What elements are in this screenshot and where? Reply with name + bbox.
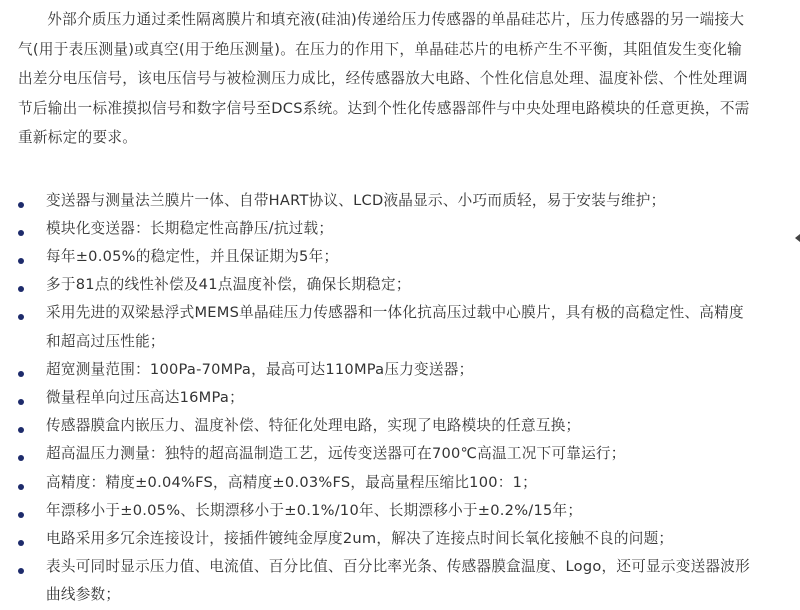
list-item <box>18 215 753 243</box>
list-item <box>18 440 753 468</box>
list-item <box>18 356 753 384</box>
list-item-text: 超高温压力测量：独特的超高温制造工艺，远传变送器可在700℃高温工况下可靠运行； <box>46 445 626 463</box>
bullet-dot-icon <box>18 455 24 461</box>
list-item <box>18 187 753 215</box>
feature-list <box>18 187 753 610</box>
intro-paragraph: 外部介质压力通过柔性隔离膜片和填充液(硅油)传递给压力传感器的单晶硅芯片，压力传感器的另一端接大气(用于表压测量)或真空(用于绝压测量)。在压力的作用下，单晶硅芯片的电桥产生不平衡，其阻值发生变化输出差分电压信号，该电压信号与被检测压力成比，经传感器放大电路、个性化信息处理、温度补偿、个性处理调节后输出一标准摸拟信号和数字信号至DCS系统。达到个性化传感器部件与中央处理电路模块的任意更换，不需重新标定的要求。 <box>18 11 750 146</box>
bullet-dot-icon <box>18 427 24 433</box>
bullet-dot-icon <box>18 371 24 377</box>
list-item-text: 电路采用多冗余连接设计，接插件镀纯金厚度2um，解决了连接点时间长氧化接触不良的问题； <box>46 529 674 547</box>
list-item <box>18 553 753 609</box>
list-item-text: 微量程单向过压高达16MPa； <box>46 388 244 406</box>
list-item <box>18 497 753 525</box>
list-item <box>18 525 753 553</box>
list-item <box>18 412 753 440</box>
bullet-dot-icon <box>18 202 24 208</box>
bullet-dot-icon <box>18 512 24 518</box>
caret-left-icon[interactable] <box>795 234 800 242</box>
list-item-text: 传感器膜盒内嵌压力、温度补偿、特征化处理电路，实现了电路模块的任意互换； <box>46 417 581 435</box>
list-item-text: 采用先进的双梁悬浮式MEMS单晶硅压力传感器和一体化抗高压过载中心膜片，具有极的高稳定性、高精度和超高过压性能； <box>46 304 744 350</box>
list-item <box>18 299 753 355</box>
list-item <box>18 271 753 299</box>
list-item-text: 变送器与测量法兰膜片一体、自带HART协议、LCD液晶显示、小巧而质轻，易于安装与维护； <box>46 191 666 209</box>
bullet-dot-icon <box>18 286 24 292</box>
bullet-dot-icon <box>18 484 24 490</box>
list-item-text: 高精度：精度±0.04%FS，高精度±0.03%FS，最高量程压缩比100：1； <box>46 473 537 491</box>
list-item <box>18 384 753 412</box>
bullet-dot-icon <box>18 568 24 574</box>
list-item-text: 多于81点的线性补偿及41点温度补偿，确保长期稳定； <box>46 276 411 294</box>
bullet-dot-icon <box>18 230 24 236</box>
bullet-dot-icon <box>18 258 24 264</box>
list-item <box>18 469 753 497</box>
list-item-text: 超宽测量范围：100Pa-70MPa，最高可达110MPa压力变送器； <box>46 360 474 378</box>
list-item-text: 每年±0.05%的稳定性，并且保证期为5年； <box>46 247 339 265</box>
list-item-text: 表头可同时显示压力值、电流值、百分比值、百分比率光条、传感器膜盒温度、Logo，还可显示变送器波形曲线参数； <box>46 558 750 604</box>
bullet-dot-icon <box>18 540 24 546</box>
bullet-dot-icon <box>18 314 24 320</box>
list-item <box>18 243 753 271</box>
list-item-text: 模块化变送器：长期稳定性高静压/抗过载； <box>46 219 334 237</box>
article-content <box>18 5 753 610</box>
bullet-dot-icon <box>18 399 24 405</box>
list-item-text: 年漂移小于±0.05%、长期漂移小于±0.1%/10年、长期漂移小于±0.2%/15年； <box>46 501 583 519</box>
